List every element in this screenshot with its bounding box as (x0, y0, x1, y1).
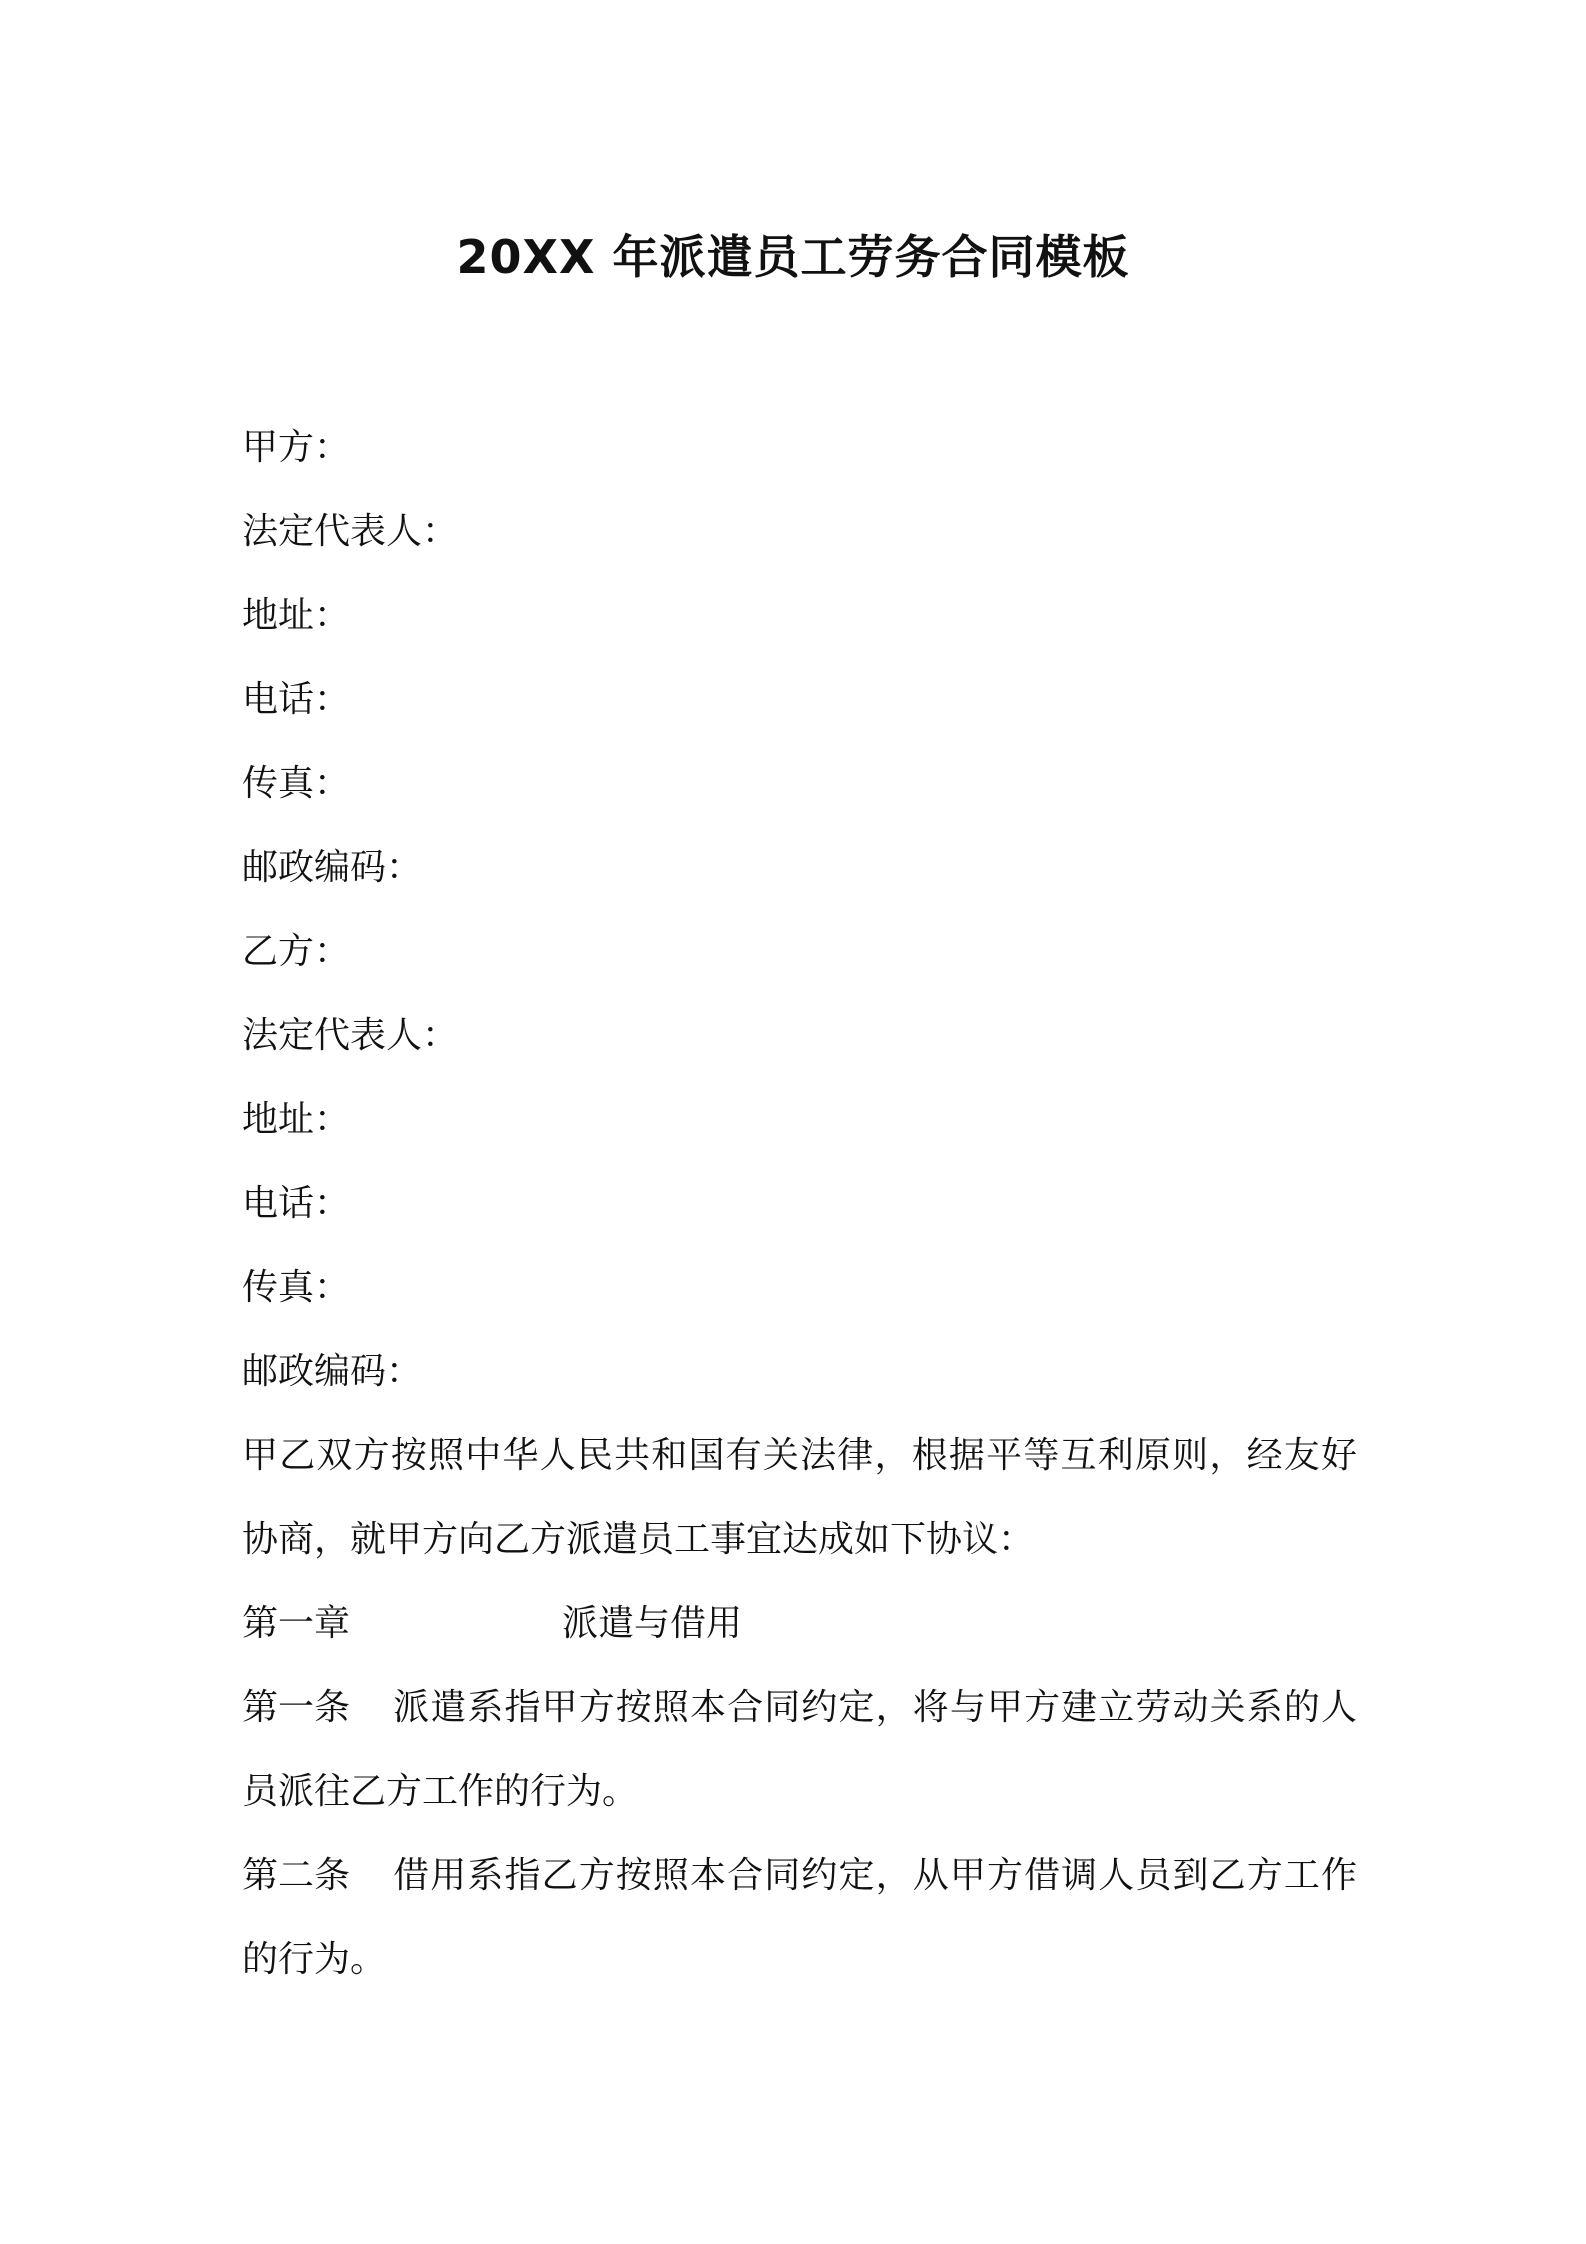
article-text: 派遣系指甲方按照本合同约定，将与甲方建立劳动关系的人员派往乙方工作的行为。 (242, 1687, 1357, 1812)
party-a-postcode-label: 邮政编码： (242, 847, 423, 888)
party-a-fax-label: 传真： (242, 763, 351, 804)
article-text: 借用系指乙方按照本合同约定，从甲方借调人员到乙方工作的行为。 (242, 1855, 1357, 1980)
party-a-rep-label: 法定代表人： (242, 511, 459, 552)
article-paragraph (242, 1666, 1357, 1834)
party-b-address-label: 地址： (242, 1099, 351, 1140)
chapter-heading (242, 1582, 1362, 1666)
party-a-name-label: 甲方： (242, 427, 351, 468)
party-b-name-label: 乙方： (242, 931, 351, 972)
article-paragraph (242, 1834, 1357, 2002)
party-a-phone-label: 电话： (242, 679, 351, 720)
preamble-paragraph: 甲乙双方按照中华人民共和国有关法律，根据平等互利原则，经友好协商，就甲方向乙方派遣员工事宜达成如下协议： (242, 1435, 1357, 1560)
party-a-address-label: 地址： (242, 595, 351, 636)
party-b-postcode-label: 邮政编码： (242, 1351, 423, 1392)
chapter-number: 第一章 (242, 1603, 351, 1644)
party-b-phone-label: 电话： (242, 1183, 351, 1224)
chapter-title: 派遣与借用 (562, 1603, 743, 1644)
article-label: 第二条 (242, 1855, 351, 1896)
document-title: 20XX 年派遣员工劳务合同模板 (456, 230, 1130, 284)
party-b-fax-label: 传真： (242, 1267, 351, 1308)
party-b-rep-label: 法定代表人： (242, 1015, 459, 1056)
document-body (242, 406, 1362, 2002)
article-label: 第一条 (242, 1687, 351, 1728)
